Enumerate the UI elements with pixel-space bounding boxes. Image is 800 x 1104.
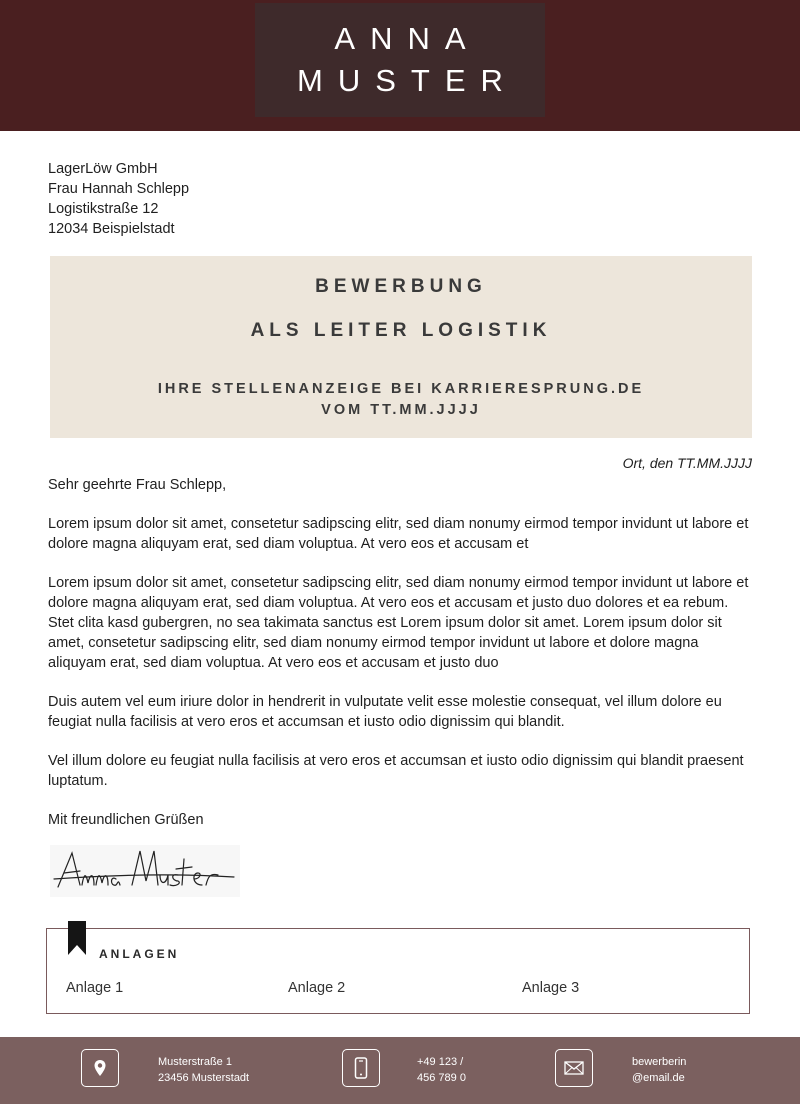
paragraph-3: Duis autem vel eum iriure dolor in hendrerit in vulputate velit esse molestie consequat, vel illum dolore eu feugiat nulla facilisis at vero eros et accumsan et iusto odio dignissim qui blandit.	[48, 694, 722, 730]
recipient-contact: Frau Hannah Schlepp	[48, 181, 190, 197]
recipient-street: Logistikstraße 12	[48, 201, 159, 217]
bookmark-icon	[68, 921, 86, 955]
attachment-2: Anlage 2	[288, 980, 346, 996]
subject-line-1: BEWERBUNG	[315, 276, 487, 297]
mail-icon	[555, 1049, 593, 1087]
footer-email-line-2: @email.de	[632, 1072, 685, 1084]
header-bar	[0, 0, 800, 131]
letter-date: Ort, den TT.MM.JJJJ	[622, 455, 752, 471]
recipient-company: LagerLöw GmbH	[48, 161, 158, 177]
footer-address-line-2: 23456 Musterstadt	[158, 1072, 250, 1084]
attachment-3: Anlage 3	[522, 980, 580, 996]
first-name: ANNA	[334, 21, 481, 56]
attachment-1: Anlage 1	[66, 980, 124, 996]
recipient-address	[48, 159, 189, 239]
subject-line-4: VOM TT.MM.JJJJ	[321, 402, 481, 418]
footer-email	[632, 1054, 686, 1086]
subject-line-2: ALS LEITER LOGISTIK	[250, 320, 552, 341]
signature-drawing	[50, 845, 240, 897]
subject-line-3: IHRE STELLENANZEIGE BEI KARRIERESPRUNG.DE	[157, 381, 645, 397]
last-name: MUSTER	[297, 63, 518, 98]
phone-icon	[342, 1049, 380, 1087]
name-box	[255, 3, 545, 117]
footer-phone-line-1: +49 123 /	[417, 1056, 464, 1068]
footer-address-line-1: Musterstraße 1	[158, 1056, 232, 1068]
footer-email-line-1: bewerberin	[632, 1056, 687, 1068]
footer-phone-line-2: 456 789 0	[417, 1072, 466, 1084]
signature-image	[50, 845, 240, 897]
recipient-city: 12034 Beispielstadt	[48, 221, 175, 237]
subject-box	[50, 256, 752, 438]
footer-phone	[417, 1054, 466, 1086]
location-pin-icon	[81, 1049, 119, 1087]
letter-body	[48, 475, 754, 849]
subject-reference	[50, 379, 752, 421]
paragraph-2: Lorem ipsum dolor sit amet, consetetur sadipscing elitr, sed diam nonumy eirmod tempor invidunt ut labore et dolore magna aliquyam erat, sed diam voluptua. At vero eos et accusam et justo duo dolores et ea rebum. Stet clita kasd gubergren, no sea takimata sanctus est Lorem ipsum dolor sit amet. Lorem ipsum dolor sit amet, consetetur sadipscing elitr, sed diam nonumy eirmod tempor invidunt ut labore et dolore magna aliquyam erat, sed diam voluptua. At vero eos et accusam et justo duo	[48, 575, 749, 671]
attachments-box	[46, 928, 750, 1014]
paragraph-4: Vel illum dolore eu feugiat nulla facilisis at vero eros et accumsan et iusto odio dignissim qui blandit praesent luptatum.	[48, 753, 744, 789]
paragraph-1: Lorem ipsum dolor sit amet, consetetur sadipscing elitr, sed diam nonumy eirmod tempor invidunt ut labore et dolore magna aliquyam erat, sed diam voluptua. At vero eos et accusam et	[48, 516, 749, 552]
closing: Mit freundlichen Grüßen	[48, 812, 204, 828]
salutation: Sehr geehrte Frau Schlepp,	[48, 477, 227, 493]
footer-address	[158, 1054, 249, 1086]
contact-footer	[0, 1037, 800, 1104]
attachments-title: ANLAGEN	[99, 947, 180, 961]
